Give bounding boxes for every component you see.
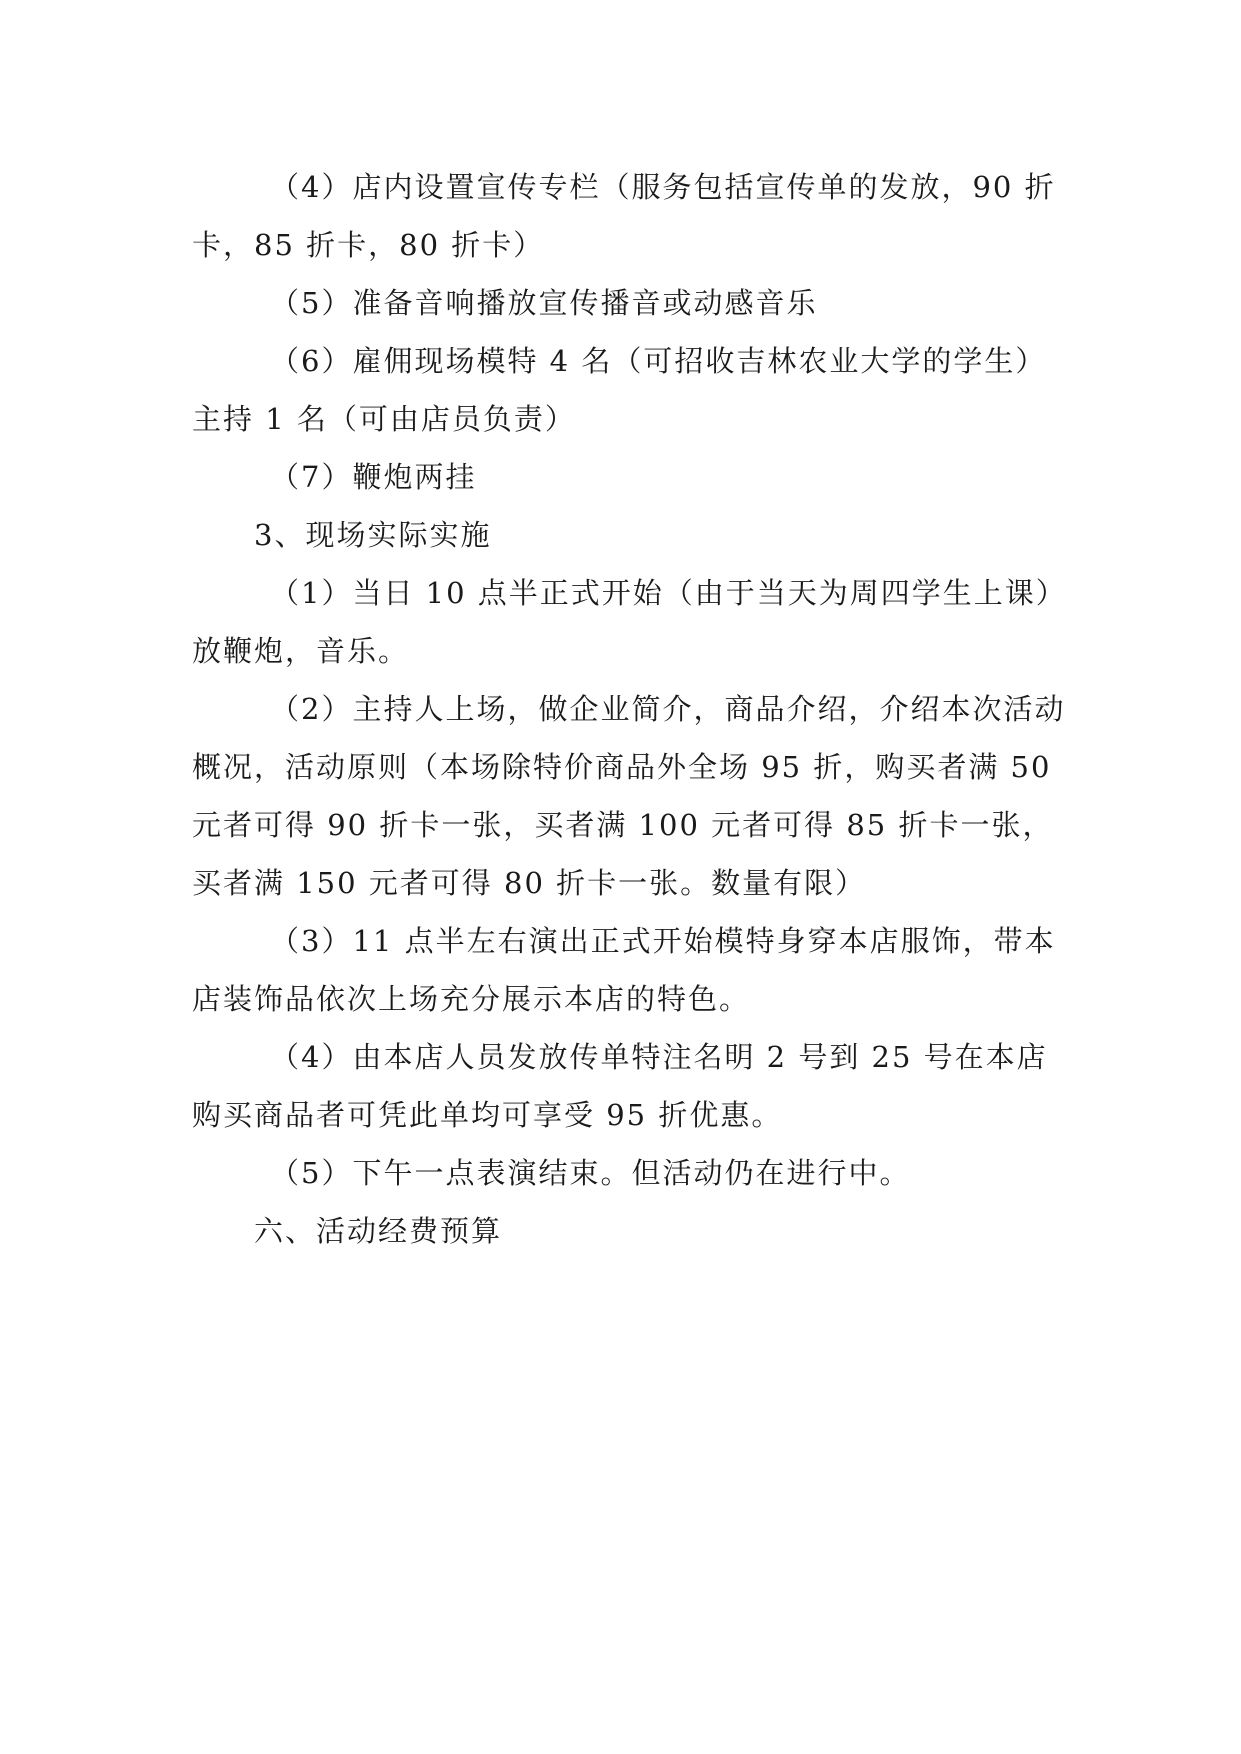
- paragraph-step-2-host: （2）主持人上场，做企业简介，商品介绍，介绍本次活动概况，活动原则（本场除特价商品外全场 95 折，购买者满 50 元者可得 90 折卡一张，买者满 100 元者可得 85 折卡一张，买者满 150 元者可得 80 折卡一张。数量有限）: [192, 692, 1066, 900]
- paragraph-item-7-firecrackers: （7）鞭炮两挂: [270, 460, 477, 494]
- paragraph-step-1-start: （1）当日 10 点半正式开始（由于当天为周四学生上课）放鞭炮，音乐。: [192, 576, 1067, 668]
- document-body: [192, 158, 1072, 1260]
- paragraph-item-6-models: （6）雇佣现场模特 4 名（可招收吉林农业大学的学生）主持 1 名（可由店员负责）: [192, 344, 1047, 436]
- paragraph-step-5-end: （5）下午一点表演结束。但活动仍在进行中。: [270, 1156, 911, 1190]
- paragraph-step-3-show: （3）11 点半左右演出正式开始模特身穿本店服饰，带本店装饰品依次上场充分展示本店的特色。: [192, 924, 1056, 1016]
- section-heading-onsite-implementation: 3、现场实际实施: [254, 518, 492, 552]
- paragraph-item-4-promo-board: （4）店内设置宣传专栏（服务包括宣传单的发放，90 折卡，85 折卡，80 折卡）: [192, 170, 1056, 262]
- paragraph-item-5-audio: （5）准备音响播放宣传播音或动感音乐: [270, 286, 818, 320]
- section-heading-budget: 六、活动经费预算: [254, 1214, 503, 1248]
- paragraph-step-4-flyers: （4）由本店人员发放传单特注名明 2 号到 25 号在本店购买商品者可凭此单均可享受 95 折优惠。: [192, 1040, 1048, 1132]
